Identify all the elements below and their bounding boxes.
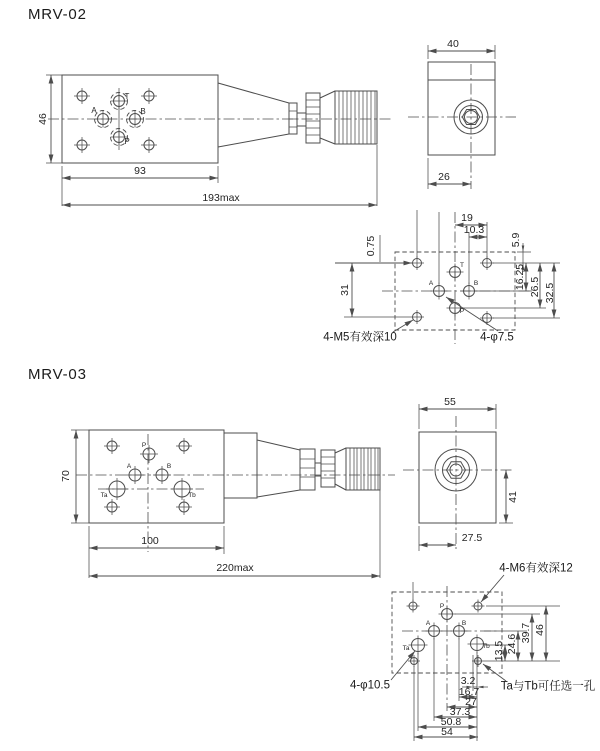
port-label-t-mount: T — [460, 261, 464, 269]
mrv03-end-view — [403, 404, 513, 551]
dim-mrv03-width-100: 100 — [141, 534, 159, 547]
dim-mrv02-26-5: 26.5 — [528, 276, 541, 298]
port-label-a3-mount: A — [425, 619, 431, 627]
dim-mrv03-overall-220max: 220max — [216, 561, 254, 574]
mrv02-end-view — [408, 45, 516, 189]
dim-mrv03-37-3: 37.3 — [449, 705, 471, 718]
mrv03-front-dimensions — [71, 430, 380, 578]
port-label-t: T — [124, 92, 130, 101]
port-label-tb3-mount: Tb — [482, 642, 490, 650]
port-label-a-mount: A — [428, 279, 434, 287]
dim-mrv02-overall-193max: 193max — [202, 191, 240, 204]
dim-mrv03-16-7: 16.7 — [458, 685, 480, 698]
dim-mrv03-end-55: 55 — [444, 395, 456, 408]
dim-mrv02-5-9: 5.9 — [509, 232, 522, 248]
model-title-mrv03: MRV-03 — [28, 366, 87, 383]
dim-mrv02-16-25: 16.25 — [513, 263, 526, 291]
port-label-tb3: Tb — [188, 491, 196, 499]
dim-mrv03-end-41: 41 — [506, 491, 519, 503]
port-label-ta3-mount: Ta — [402, 644, 410, 652]
model-title-mrv02: MRV-02 — [28, 6, 87, 23]
dim-mrv02-19: 19 — [461, 211, 473, 224]
label-mrv02-port-holes: 4-φ7.5 — [480, 331, 514, 344]
port-label-p3: P — [141, 441, 147, 449]
dim-mrv02-end-40: 40 — [447, 37, 459, 50]
dim-mrv03-39-7: 39.7 — [519, 622, 532, 644]
port-label-a: A — [91, 106, 97, 115]
dim-mrv03-27: 27 — [465, 695, 477, 708]
label-mrv03-thread-holes: 4-M6有效深12 — [499, 562, 573, 575]
dim-mrv03-height-70: 70 — [59, 470, 72, 482]
label-mrv03-ta-tb-note: Ta与Tb可任选一孔 — [500, 680, 596, 693]
dim-mrv02-10-3: 10.3 — [463, 223, 485, 236]
mrv03-front-view — [76, 430, 395, 552]
dim-mrv03-13-5: 13.5 — [492, 640, 505, 662]
mrv03-mount-view — [391, 575, 560, 741]
dim-mrv02-31: 31 — [338, 284, 351, 296]
port-label-b3-mount: B — [461, 619, 467, 627]
label-mrv03-port-holes: 4-φ10.5 — [349, 679, 391, 692]
mrv02-mount-view — [335, 210, 560, 344]
dim-mrv03-24-6: 24.6 — [505, 633, 518, 655]
dim-mrv03-50-8: 50.8 — [440, 715, 462, 728]
dim-mrv03-3-2: 3.2 — [460, 674, 476, 687]
dim-mrv03-46: 46 — [533, 624, 546, 636]
dim-mrv02-width-93: 93 — [134, 164, 146, 177]
port-label-p3-mount: P — [439, 602, 445, 610]
label-mrv02-thread-holes: 4-M5有效深10 — [323, 331, 397, 344]
port-label-ta3: Ta — [100, 491, 108, 499]
dim-mrv02-end-26: 26 — [438, 170, 450, 183]
dim-mrv02-32-5: 32.5 — [543, 282, 556, 304]
port-label-b3: B — [166, 462, 172, 470]
port-label-a3: A — [126, 462, 132, 470]
port-label-p-mount: P — [459, 307, 465, 315]
port-label-p: P — [124, 137, 130, 146]
port-label-b-mount: B — [473, 279, 479, 287]
mrv02-front-view — [48, 75, 392, 163]
dim-mrv02-0-75: 0.75 — [364, 235, 377, 257]
dim-mrv03-end-27-5: 27.5 — [461, 531, 483, 544]
dim-mrv03-54: 54 — [441, 725, 453, 738]
port-label-b: B — [140, 107, 146, 116]
dim-mrv02-height-46: 46 — [36, 113, 49, 125]
